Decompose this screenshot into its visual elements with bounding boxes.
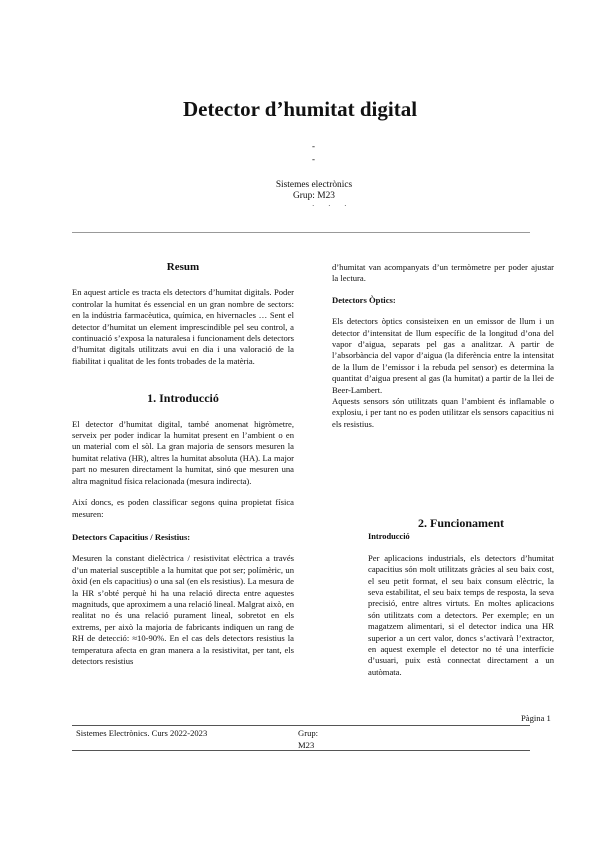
operation-section bbox=[368, 518, 554, 678]
footer-group-value: M23 bbox=[298, 740, 315, 750]
abstract-heading: Resum bbox=[166, 261, 200, 273]
footer-group bbox=[298, 728, 318, 750]
footer-course: Sistemes Electrònics. Curs 2022-2023 bbox=[76, 728, 208, 738]
optical-text-2: Aquests sensors són utilitzats quan l’ambient és inflamable o explosiu, i per tant no es poden utilitzar els sensors capacitius ni els resistius. bbox=[332, 396, 554, 429]
affiliation bbox=[0, 180, 600, 202]
operation-subheading: Introducció bbox=[368, 532, 410, 542]
footer-divider bbox=[72, 725, 530, 726]
optical-text: Els detectors òptics consisteixen en un emissor de llum i un detector d’intensitat de llum específic de la longitud d’ona del vapor d’aigua, separats pel gas a analitzar. A partir de l’absorbància del vapor d’aigua (la diferència entre la intensitat de la llum de l’emissor i la rebuda pel sensor) es determina la quantitat d’aigua present al gas (la humitat) a partir de la llei de Beer-Lambert. bbox=[332, 316, 554, 395]
footer-bottom-rule bbox=[72, 750, 530, 751]
abstract-text: En aquest article es tracta els detectors d’humitat digitals. Poder controlar la humitat és essencial en un gran nombre de sectors: en la indústria farmacèutica, química, en hivernacles … Sent el detector d’humitat un element imprescindible pel seu control, a continuació s’exposa la naturalesa i funcionament dels detectors d’humitat digitals utilitzats avui en dia i una valoració de la fiabilitat i qualitat de les fonts trobades de la matèria. bbox=[72, 287, 294, 366]
intro-heading: 1. Introducció bbox=[147, 391, 219, 406]
operation-text: Per aplicacions industrials, els detectors d’humitat capacitius són molt utilitzats gràcies al seu baix cost, el seu petit format, el seu baix consum elèctric, la seva estabilitat, el seu baix temps de resposta, la seva precisió, entre altres virtuts. En moltes aplicacions són utilitzats com a detectors. Per exemple; en un magatzem alimentari, si el detector indica una HR superior a un cert valor, doncs s’activarà l’extractor, en aquest exemple el detector no té una interfície d’usuari, puix està connectat directament a un autòmata. bbox=[368, 552, 554, 677]
right-column bbox=[332, 262, 554, 430]
page-number: Pàgina 1 bbox=[521, 713, 551, 723]
author-line-2: - bbox=[312, 154, 315, 164]
optical-heading: Detectors Òptics: bbox=[332, 294, 396, 305]
group-label: Grup: M23 bbox=[293, 191, 335, 201]
affiliation-marks: · · · bbox=[312, 202, 353, 210]
left-column bbox=[72, 262, 294, 667]
operation-heading: 2. Funcionament bbox=[417, 516, 504, 530]
intro-paragraph-2: Així doncs, es poden classificar segons quina propietat física mesuren: bbox=[72, 497, 294, 519]
department: Sistemes electrònics bbox=[275, 180, 353, 190]
intro-paragraph-1: El detector d’humitat digital, també anomenat higròmetre, serveix per poder indicar la humitat present en l’ambient o en un material com el sòl. La gran majoria de sensors mesuren la humitat relativa (HR), altres la humitat absoluta (HA). La major part no mesuren directament la humitat, sinó que mesuren una altra magnitud física relacionada (mesura indirecta). bbox=[72, 418, 294, 486]
header-divider bbox=[72, 232, 530, 233]
paper-title: Detector d’humitat digital bbox=[182, 97, 418, 121]
footer-group-label: Grup: bbox=[298, 728, 319, 738]
author-line-1: - bbox=[312, 141, 315, 151]
capacitive-continuation: d’humitat van acompanyats d’un termòmetre per poder ajustar la lectura. bbox=[332, 262, 554, 284]
capacitive-text: Mesuren la constant dielèctrica / resistivitat elèctrica a través d’un material susceptible a la humitat que pot ser; polímèric, un òxid (en els capacitius) o una sal (en els resistius). La mesura de la HR s’obté perquè hi ha una relació directa entre aquestes magnituds, que aproximem a una relació lineal. Malgrat això, en realitat no és una relació purament lineal, sobretot en els extrems, per això la majoria de fabricants indiquen un rang de RH de detecció: ≈10-90%. En el cas dels detectors resistius la temperatura afecta en gran manera a la resistivitat, per tant, els detectors resistius bbox=[72, 553, 294, 666]
capacitive-heading: Detectors Capacitius / Resistius: bbox=[72, 531, 191, 542]
